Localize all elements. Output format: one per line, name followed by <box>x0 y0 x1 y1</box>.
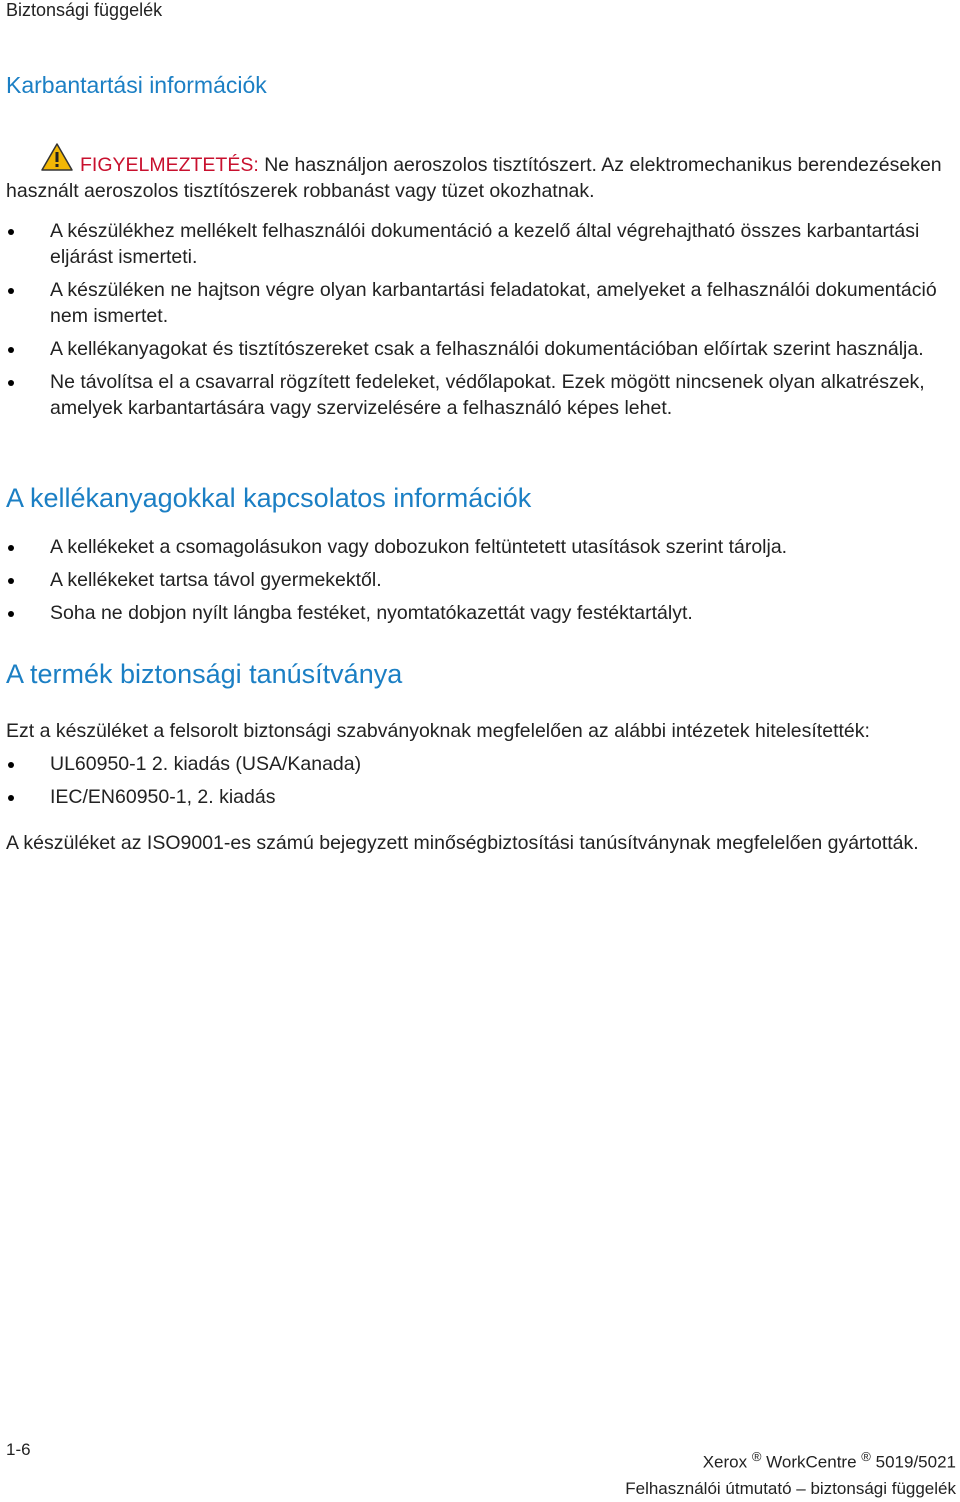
supplies-list <box>0 534 956 633</box>
list-item: Soha ne dobjon nyílt lángba festéket, nyomtatókazettát vagy festéktartályt. <box>0 600 956 626</box>
warning-label: FIGYELMEZTETÉS: <box>80 154 259 176</box>
warning-line-1: FIGYELMEZTETÉS: Ne használjon aeroszolos tisztítószert. Az elektromechanikus berendezéseken <box>80 154 942 176</box>
list-item: A kellékeket tartsa távol gyermekektől. <box>0 567 956 593</box>
list-item: A készülékhez mellékelt felhasználói dokumentáció a kezelő által végrehajtható összes karbantartási eljárást ismerteti. <box>0 218 956 270</box>
footer-info <box>625 1444 956 1502</box>
certification-intro: Ezt a készüléket a felsorolt biztonsági szabványoknak megfelelően az alábbi intézetek hitelesítették: <box>6 720 870 742</box>
bullet-icon <box>8 347 14 353</box>
list-item: A kellékeket a csomagolásukon vagy dobozukon feltüntetett utasítások szerint tárolja. <box>0 534 956 560</box>
maintenance-list <box>0 218 956 428</box>
list-item: Ne távolítsa el a csavarral rögzített fedeleket, védőlapokat. Ezek mögött nincsenek olyan alkatrészek, amelyek karbantartására vagy szervizelésére a felhasználó képes lehet. <box>0 369 956 421</box>
bullet-icon <box>8 545 14 551</box>
running-header: Biztonsági függelék <box>6 0 163 20</box>
warning-triangle-icon <box>40 142 74 172</box>
footer-product-line: Xerox ® WorkCentre ® 5019/5021 <box>702 1449 956 1472</box>
list-item: A készüléken ne hajtson végre olyan karbantartási feladatokat, amelyeket a felhasználói dokumentáció nem ismertet. <box>0 277 956 329</box>
page-number: 1-6 <box>6 1440 31 1459</box>
bullet-icon <box>8 795 14 801</box>
list-item: A kellékanyagokat és tisztítószereket csak a felhasználói dokumentációban előírtak szerint használja. <box>0 336 956 362</box>
list-item: UL60950-1 2. kiadás (USA/Kanada) <box>0 751 956 777</box>
bullet-icon <box>8 611 14 617</box>
footer-guide-line: Felhasználói útmutató – biztonsági függelék <box>625 1478 956 1498</box>
warning-line-2: használt aeroszolos tisztítószerek robbanást vagy tüzet okozhatnak. <box>6 180 595 202</box>
bullet-icon <box>8 762 14 768</box>
bullet-icon <box>8 229 14 235</box>
bullet-icon <box>8 380 14 386</box>
bullet-icon <box>8 288 14 294</box>
maintenance-heading: Karbantartási információk <box>6 72 267 98</box>
list-item: IEC/EN60950-1, 2. kiadás <box>0 784 956 810</box>
bullet-icon <box>8 578 14 584</box>
certification-list <box>0 751 956 817</box>
certification-heading: A termék biztonsági tanúsítványa <box>6 659 403 689</box>
certification-closing: A készüléket az ISO9001-es számú bejegyzett minőségbiztosítási tanúsítványnak megfelelően gyártották. <box>6 832 919 854</box>
supplies-heading: A kellékanyagokkal kapcsolatos információk <box>6 483 532 513</box>
